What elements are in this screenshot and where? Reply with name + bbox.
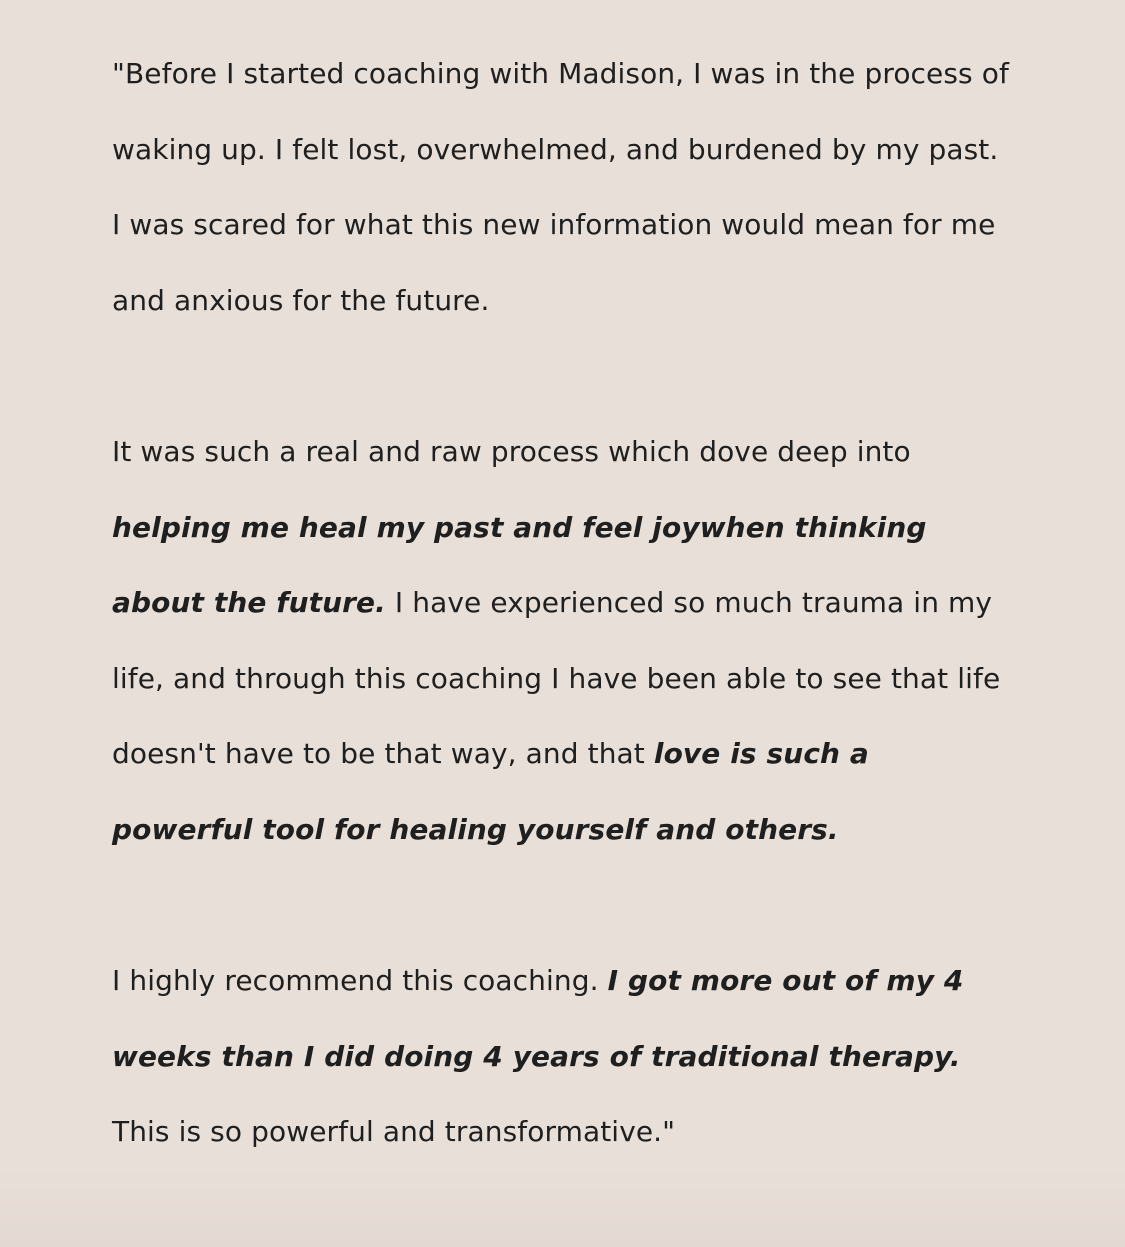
quote-text: It was such a real and raw process which dove deep into [112,434,911,468]
testimonial-quote [112,36,1012,1170]
testimonial-paragraph [112,414,1012,868]
testimonial-paragraph [112,943,1012,1170]
quote-emphasis: I got more out of my 4 weeks than I did doing 4 years of traditional therapy. [112,964,964,1073]
quote-text: I highly recommend this coaching. [112,964,608,998]
bottom-fade [0,1169,1125,1247]
quote-text: I have experienced so much trauma in my life, and through this coaching I have been able to see that life doesn't have to be that way, and that [112,586,1001,771]
quote-text: "Before I started coaching with Madison, I was in the process of waking up. I felt lost, overwhelmed, and burdened by my past. I was scared for what this new information would mean for me and anxious for the future. [112,57,1009,317]
quote-emphasis: love is such a powerful tool for healing yourself and others. [112,737,869,846]
quote-text: This is so powerful and transformative." [112,1115,676,1149]
quote-emphasis: helping me heal my past and feel joywhen thinking about the future. [112,510,927,620]
testimonial-paragraph [112,36,1012,338]
